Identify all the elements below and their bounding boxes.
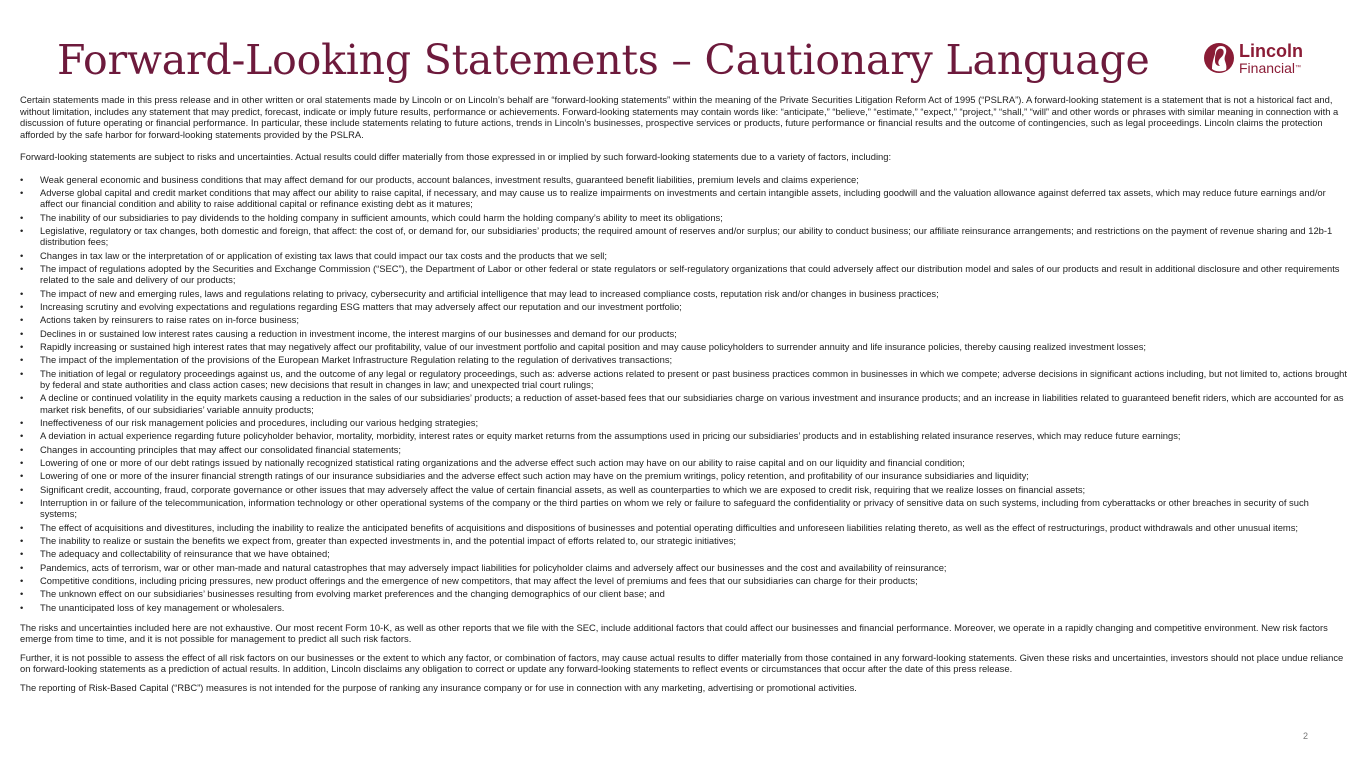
page-number: 2 [1303, 731, 1309, 741]
risk-factor-item: • The adequacy and collectability of reinsurance that we have obtained; [20, 548, 1348, 560]
risk-factor-item: • The inability of our subsidiaries to pay dividends to the holding company in sufficient amounts, which could harm the holding company’s ability to meet its obligations; [20, 212, 1348, 224]
logo-subtitle: Financial™ [1239, 60, 1302, 76]
risk-intro-paragraph: Forward-looking statements are subject to risks and uncertainties. Actual results could differ materially from those expressed in or implied by such forward-looking statements due to a variety of factors, including: [20, 151, 892, 162]
lincoln-portrait-icon [1203, 40, 1235, 76]
risk-factor-item: • Rapidly increasing or sustained high interest rates that may negatively affect our profitability, value of our investment portfolio and capital position and may cause policyholders to surrender annuity and life insurance policies, thereby causing realized investment losses; [20, 341, 1348, 353]
risk-factor-item: • The impact of regulations adopted by the Securities and Exchange Commission (“SEC”), the Department of Labor or other federal or state regulators or self-regulatory organizations that could adversely affect our distribution model and sales of our products and result in additional disclosure and other requirements related to the sale and delivery of our products; [20, 263, 1348, 286]
risk-factor-item: • Changes in tax law or the interpretation of or application of existing tax laws that could impact our tax costs and the products that we sell; [20, 250, 1348, 262]
risk-factor-item: • The unanticipated loss of key management or wholesalers. [20, 602, 1348, 614]
risk-factor-item: • A deviation in actual experience regarding future policyholder behavior, mortality, morbidity, interest rates or equity market returns from the assumptions used in pricing our subsidiaries’ products and in establishing related insurance reserves, which may reduce future earnings; [20, 430, 1348, 442]
risk-factor-item: • Lowering of one or more of the insurer financial strength ratings of our insurance subsidiaries and the adverse effect such action may have on the premium writings, policy retention, and profitability of our insurance subsidiaries and liquidity; [20, 470, 1348, 482]
closing-paragraph-reliance: Further, it is not possible to assess the effect of all risk factors on our businesses or the extent to which any factor, or combination of factors, may cause actual results to differ materially from those contained in any forward-looking statements. Given these risks and uncertainties, investors should not place undue reliance on forward-looking statements as a prediction of actual results. In addition, Lincoln disclaims any obligation to correct or update any forward-looking statements to reflect events or circumstances that occur after the date of this press release. [20, 651, 1344, 675]
risk-factor-item: • Lowering of one or more of our debt ratings issued by nationally recognized statistical rating organizations and the adverse effect such action may have on our ability to raise capital and on our liquidity and financial condition; [20, 457, 1348, 469]
risk-factor-item: • Actions taken by reinsurers to raise rates on in-force business; [20, 314, 1348, 326]
risk-factor-item: • Weak general economic and business conditions that may affect demand for our products, account balances, investment results, guaranteed benefit liabilities, premium levels and claims experience; [20, 174, 1348, 186]
logo-wordmark: Lincoln [1239, 41, 1303, 61]
risk-factor-item: • Adverse global capital and credit market conditions that may affect our ability to raise capital, if necessary, and may cause us to realize impairments on investments and certain intangible assets, including goodwill and the valuation allowance against deferred tax assets, which may reduce future earnings and/or affect our financial condition and ability to raise additional capital or refinance existing debt as it matures; [20, 187, 1348, 210]
risk-factor-item: • The unknown effect on our subsidiaries’ businesses resulting from evolving market preferences and the changing demographics of our client base; and [20, 588, 1348, 600]
risk-factor-item: • Ineffectiveness of our risk management policies and procedures, including our various hedging strategies; [20, 417, 1348, 429]
risk-factor-item: • A decline or continued volatility in the equity markets causing a reduction in the sales of our subsidiaries’ products; a reduction of asset-based fees that our subsidiaries charge on various investment and insurance products; and an increase in liabilities related to guaranteed benefit riders, which are accounted for as market risk benefits, of our subsidiaries’ variable annuity products; [20, 392, 1348, 415]
risk-factor-item: • The impact of the implementation of the provisions of the European Market Infrastructure Regulation relating to the regulation of derivatives transactions; [20, 354, 1348, 366]
risk-factor-item: • Increasing scrutiny and evolving expectations and regulations regarding ESG matters that may adversely affect our reputation and our investment portfolio; [20, 301, 1348, 313]
risk-factor-item: • The impact of new and emerging rules, laws and regulations relating to privacy, cybersecurity and artificial intelligence that may lead to increased compliance costs, reputation risk and/or changes in business practices; [20, 288, 1348, 300]
closing-paragraph-rbc: The reporting of Risk-Based Capital (“RBC”) measures is not intended for the purpose of ranking any insurance company or for use in connection with any marketing, advertising or promotional activities. [20, 681, 857, 693]
risk-factor-item: • Significant credit, accounting, fraud, corporate governance or other issues that may adversely affect the value of certain financial assets, as well as counterparties to which we are exposed to credit risk, requiring that we realize losses on financial assets; [20, 484, 1348, 496]
risk-factor-item: • Changes in accounting principles that may affect our consolidated financial statements; [20, 444, 1348, 456]
closing-paragraph-exhaustive: The risks and uncertainties included here are not exhaustive. Our most recent Form 10-K, as well as other reports that we file with the SEC, include additional factors that could affect our businesses and financial performance. Moreover, we operate in a rapidly changing and competitive environment. New risk factors emerge from time to time, and it is not possible for management to predict all such risk factors. [20, 621, 1328, 645]
risk-factor-item: • Legislative, regulatory or tax changes, both domestic and foreign, that affect: the cost of, or demand for, our subsidiaries’ products; the required amount of reserves and/or surplus; our ability to conduct business; our affiliate reinsurance arrangements; and restrictions on the payment of revenue sharing and 12b-1 distribution fees; [20, 225, 1348, 248]
page-title: Forward-Looking Statements – Cautionary Language [57, 36, 1150, 84]
disclaimer-body [20, 94, 1348, 693]
lincoln-financial-logo [1203, 40, 1338, 80]
risk-factor-item: • Pandemics, acts of terrorism, war or other man-made and natural catastrophes that may adversely impact liabilities for policyholder claims and adversely affect our businesses and the cost and availability of reinsurance; [20, 562, 1348, 574]
risk-factor-item: • Competitive conditions, including pricing pressures, new product offerings and the emergence of new competitors, that may affect the level of premiums and fees that our subsidiaries can charge for their products; [20, 575, 1348, 587]
intro-paragraph: Certain statements made in this press release and in other written or oral statements made by Lincoln or on Lincoln’s behalf are “forward-looking statements” within the meaning of the Private Securities Litigation Reform Act of 1995 (“PSLRA”). A forward-looking statement is a statement that is not a historical fact and, without limitation, includes any statement that may predict, forecast, indicate or imply future results, performance or achievements. Forward-looking statements may contain words like: “anticipate,” “believe,” “estimate,” “expect,” “project,” “shall,” “will” and other words or phrases with similar meaning in connection with a discussion of future operating or financial performance. In particular, these include statements relating to future actions, trends in Lincoln’s businesses, prospective services or products, future performance or financial results and the outcome of contingencies, such as legal proceedings. Lincoln claims the protection afforded by the safe harbor for forward-looking statements provided by the PSLRA. [20, 94, 1339, 140]
risk-factor-item: • The effect of acquisitions and divestitures, including the inability to realize the anticipated benefits of acquisitions and dispositions of businesses and potential operating difficulties and unforeseen liabilities relating thereto, as well as the effect of restructurings, product withdrawals and other unusual items; [20, 522, 1348, 534]
risk-factor-list [20, 174, 1348, 614]
risk-factor-item: • Declines in or sustained low interest rates causing a reduction in investment income, the interest margins of our businesses and demand for our products; [20, 328, 1348, 340]
risk-factor-item: • Interruption in or failure of the telecommunication, information technology or other operational systems of the company or the third parties on whom we rely or failure to safeguard the confidentiality or privacy of sensitive data on such systems, including from cyberattacks or other breaches in security of such systems; [20, 497, 1348, 520]
risk-factor-item: • The inability to realize or sustain the benefits we expect from, greater than expected investments in, and the potential impact of efforts related to, our strategic initiatives; [20, 535, 1348, 547]
risk-factor-item: • The initiation of legal or regulatory proceedings against us, and the outcome of any legal or regulatory proceedings, such as: adverse actions related to present or past business practices common in businesses in which we compete; adverse decisions in significant actions including, but not limited to, actions brought by federal and state authorities and class action cases; new decisions that result in changes in law; and unexpected trial court rulings; [20, 368, 1348, 391]
